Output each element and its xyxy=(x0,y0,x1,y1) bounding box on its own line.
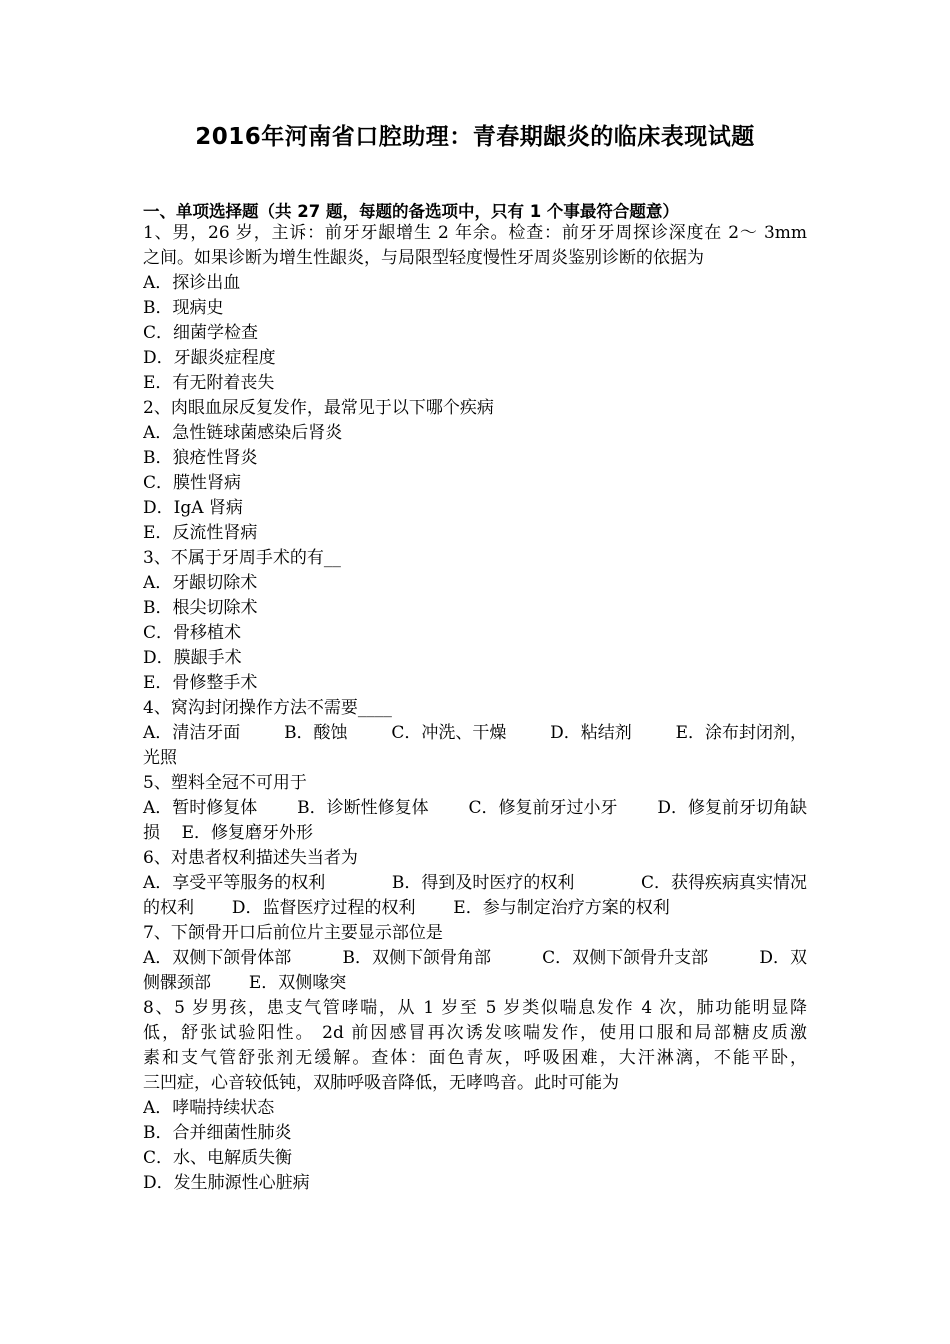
question-list xyxy=(143,221,807,1196)
question-4-option-d: D．粘结剂 xyxy=(550,723,632,743)
question-3-option-c: C．骨移植术 xyxy=(143,623,242,643)
question-7-option-a: A．双侧下颌骨体部 xyxy=(143,948,292,968)
question-4-option-c: C．冲洗、干燥 xyxy=(391,723,507,743)
question-7-options-row xyxy=(143,946,807,971)
question-8-option-c: C．水、电解质失衡 xyxy=(143,1148,293,1168)
question-6-options-row xyxy=(143,871,807,896)
question-2-option-a: A．急性链球菌感染后肾炎 xyxy=(143,423,343,443)
question-7-stem: 7、下颌骨开口后前位片主要显示部位是 xyxy=(143,923,443,943)
question-6-options-wrap: 的权利 D．监督医疗过程的权利 E．参与制定治疗方案的权利 xyxy=(143,898,670,918)
question-6-option-a: A．享受平等服务的权利 xyxy=(143,873,326,893)
question-6-option-b: B．得到及时医疗的权利 xyxy=(391,873,575,893)
question-4-option-a: A．清洁牙面 xyxy=(143,723,241,743)
question-1-option-b: B．现病史 xyxy=(143,298,224,318)
question-5-options-wrap: 损 E．修复磨牙外形 xyxy=(143,823,314,843)
question-3-option-e: E．骨修整手术 xyxy=(143,673,258,693)
question-4-stem: 4、窝沟封闭操作方法不需要____ xyxy=(143,698,392,718)
section-heading: 一、单项选择题（共 27 题，每题的备选项中，只有 1 个事最符合题意） xyxy=(143,202,679,221)
question-7-options-wrap: 侧髁颈部 E．双侧喙突 xyxy=(143,973,347,993)
question-4-option-e: E．涂布封闭剂， xyxy=(675,723,807,743)
question-8-stem-line4: 三凹症，心音较低钝，双肺呼吸音降低，无哮鸣音。此时可能为 xyxy=(143,1073,619,1093)
question-1-option-a: A．探诊出血 xyxy=(143,273,241,293)
question-6-stem: 6、对患者权利描述失当者为 xyxy=(143,848,358,868)
question-1-stem-line1: 1、男，26 岁，主诉：前牙牙龈增生 2 年余。检查：前牙牙周探诊深度在 2～ 3mm xyxy=(143,223,807,243)
question-4-option-b: B．酸蚀 xyxy=(284,723,348,743)
question-2-option-c: C．膜性肾病 xyxy=(143,473,242,493)
question-4-option-e-wrap: 光照 xyxy=(143,748,177,768)
question-3-stem: 3、不属于牙周手术的有__ xyxy=(143,548,341,568)
question-8-stem-line2: 低，舒张试验阳性。 2d 前因感冒再次诱发咳喘发作，使用口服和局部糖皮质激 xyxy=(143,1023,807,1043)
question-7-option-d: D．双 xyxy=(759,948,807,968)
question-2-option-b: B．狼疮性肾炎 xyxy=(143,448,258,468)
question-7-option-c: C．双侧下颌骨升支部 xyxy=(542,948,709,968)
question-1-option-c: C．细菌学检查 xyxy=(143,323,259,343)
question-1-option-e: E．有无附着丧失 xyxy=(143,373,275,393)
question-2-option-e: E．反流性肾病 xyxy=(143,523,258,543)
document-title: 2016年河南省口腔助理：青春期龈炎的临床表现试题 xyxy=(195,124,755,150)
question-8-stem-line3: 素和支气管舒张剂无缓解。查体：面色青灰，呼吸困难，大汗淋漓，不能平卧， xyxy=(143,1048,807,1068)
question-5-option-d: D．修复前牙切角缺 xyxy=(657,798,807,818)
question-3-option-b: B．根尖切除术 xyxy=(143,598,258,618)
question-7-option-b: B．双侧下颌骨角部 xyxy=(342,948,491,968)
question-5-option-c: C．修复前牙过小牙 xyxy=(468,798,618,818)
question-3-option-a: A．牙龈切除术 xyxy=(143,573,258,593)
question-8-option-b: B．合并细菌性肺炎 xyxy=(143,1123,292,1143)
question-1-option-d: D．牙龈炎症程度 xyxy=(143,348,276,368)
question-5-option-a: A．暂时修复体 xyxy=(143,798,258,818)
question-3-option-d: D．膜龈手术 xyxy=(143,648,242,668)
question-2-option-d: D．IgA 肾病 xyxy=(143,498,243,518)
question-5-stem: 5、塑料全冠不可用于 xyxy=(143,773,307,793)
question-4-options-row xyxy=(143,721,807,746)
question-5-options-row xyxy=(143,796,807,821)
question-8-option-d: D．发生肺源性心脏病 xyxy=(143,1173,310,1193)
question-6-option-c: C．获得疾病真实情况 xyxy=(640,873,807,893)
question-8-option-a: A．哮喘持续状态 xyxy=(143,1098,275,1118)
question-1-stem-line2: 之间。如果诊断为增生性龈炎，与局限型轻度慢性牙周炎鉴别诊断的依据为 xyxy=(143,248,704,268)
question-5-option-b: B．诊断性修复体 xyxy=(297,798,429,818)
question-8-stem-line1: 8、5 岁男孩，患支气管哮喘，从 1 岁至 5 岁类似喘息发作 4 次，肺功能明显降 xyxy=(143,998,807,1018)
question-2-stem: 2、肉眼血尿反复发作，最常见于以下哪个疾病 xyxy=(143,398,494,418)
